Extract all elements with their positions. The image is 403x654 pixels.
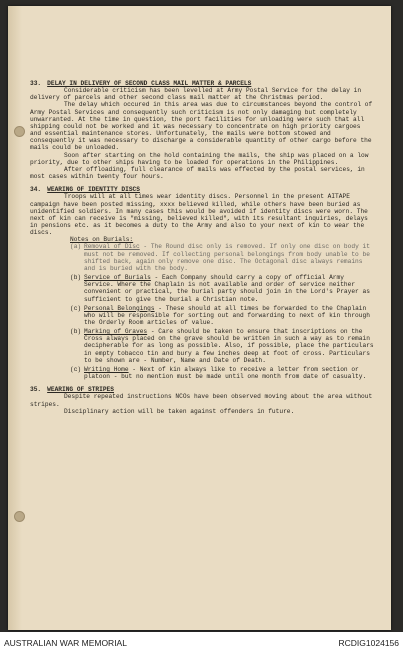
- list-item: (b) Marking of Graves - Care should be taken to ensure that inscriptions on the Cross always placed on the grave should be written in such a way as to remain decipherable for as long as possible. Also, if possible, place the particulars in empty tobacco tin and bury a few inches deep at foot of cross. Particulars to be shown are - Number, Name and Date of Death.: [70, 328, 374, 364]
- paragraph: Soon after starting on the hold containing the mails, the ship was placed on a low priority, due to other ships having to be loaded for operations in the Philippines.: [30, 151, 369, 166]
- section-35: [30, 386, 374, 415]
- list-item: (b) Service of Burials - Each Company should carry a copy of official Army Service. Where the Chaplain is not available and order of service neither convenient or practical, the burial party should join in the Lord's Prayer as sufficient to give the burial a Christian note.: [70, 274, 370, 303]
- punch-hole: [14, 126, 25, 137]
- paper-edge: [8, 6, 22, 630]
- list-item: (a) Removal of Disc - The Round disc only is removed. If only one disc on body it must not be removed. If collecting personal belongings from body unable to be shifted back, again only remove one disc. The Octagonal disc always remains and is buried with the body.: [70, 243, 370, 272]
- punch-hole: [14, 511, 25, 522]
- section-34: [30, 186, 374, 380]
- list-item: (c) Writing Home - Next of kin always like to receive a letter from section or platoon - but no mention must be made until one month from date of casualty.: [70, 365, 367, 381]
- paragraph: After offloading, full clearance of mails was effected by the postal services, in most cases within twenty four hours.: [30, 165, 365, 181]
- footer-source: AUSTRALIAN WAR MEMORIAL: [4, 638, 127, 648]
- paragraph: Disciplinary action will be taken against offenders in future.: [64, 407, 295, 415]
- notes-label: Notes on Burials:: [70, 236, 134, 244]
- list-item: (c) Personal Belongings - These should at all times be forwarded to the Chaplain who will be responsible for sorting out and forwarding to next of kin through the Orderly Room articles of value.: [70, 304, 370, 326]
- section-33: [30, 80, 374, 180]
- document-body: [30, 80, 374, 421]
- paragraph: Considerable criticism has been levelled at Army Postal Service for the delay in delivery of parcels and other second class mail matter at the Christmas period.: [30, 87, 362, 102]
- archive-footer: [0, 632, 403, 654]
- paragraph: Despite repeated instructions NCOs have been observed moving about the area without stripes.: [30, 393, 373, 408]
- footer-id: RCDIG1024156: [338, 638, 399, 648]
- paragraph: The delay which occured in this area was due to circumstances beyond the control of Army Postal Services and consequently such criticism is not only damaging but completely unwarranted. At the time in question, the port facilities for unloading were such that all shipping could not be worked and it was necessary to concentrate on high priority cargoes and essential maintenance stores. Unfortunately, the mails were bottom stowed and consequently it was necessary to discharge a considerable quantity of other cargo before the mails could be unloaded.: [30, 101, 373, 152]
- paragraph: Troops will at all times wear identity discs. Personnel in the present AITAPE campaign have been posted missing, xxxx believed killed, while others have been buried as unidentified soldiers. In many cases this would be avoided if identity discs were worn. The next of kin can receive is "missing, believed killed", with its resultant inquiries, delays in pensions etc. as it becomes a duty to the Army and also to your next of kin to wear the discs.: [30, 193, 368, 237]
- document-page: [8, 6, 391, 630]
- section-heading: 33. DELAY IN DELIVERY OF SECOND CLASS MAIL MATTER & PARCELS: [30, 80, 252, 87]
- section-heading: 34. WEARING OF IDENTITY DISCS: [30, 186, 140, 194]
- section-heading: 35. WEARING OF STRIPES: [30, 386, 114, 394]
